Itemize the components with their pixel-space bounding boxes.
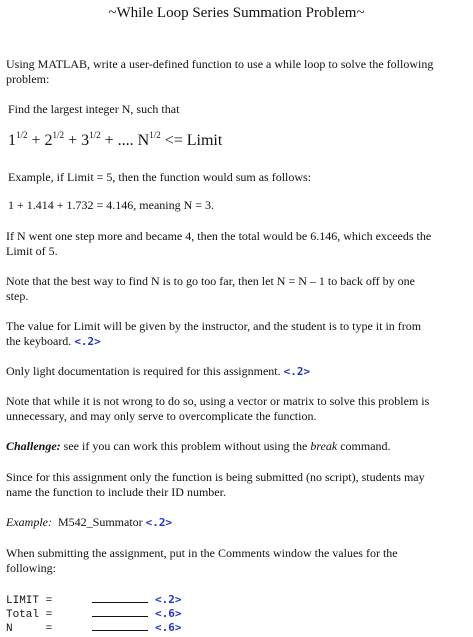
since-line-2: name the function to include their ID number. (6, 485, 226, 499)
intro-line-1: Using MATLAB, write a user-defined function to use a while loop to solve the following (6, 57, 434, 71)
function-name-example: Example: M542_Summator <.2> (6, 515, 173, 529)
field-row-total: Total = <.6> (6, 607, 182, 621)
answer-blank (92, 605, 148, 617)
field-row-n: N = <.6> (6, 621, 182, 635)
vector-note-line-2: unnecessary, and may only serve to overcomplicate the function. (6, 409, 317, 423)
since-line-1: Since for this assignment only the function is being submitted (no script), students may (6, 470, 425, 484)
limit-line-1: The value for Limit will be given by the instructor, and the student is to type it in from (6, 319, 422, 333)
submit-line-2: following: (6, 561, 56, 575)
example-line-1: Example, if Limit = 5, then the function would sum as follows: (8, 170, 312, 184)
field-row-limit: LIMIT = <.2> (6, 593, 182, 607)
points-badge: <.2> (145, 516, 173, 529)
intro-line-2: problem: (6, 72, 50, 86)
points-badge: <.6> (155, 607, 182, 620)
points-badge: <.6> (155, 621, 182, 634)
step-paragraph-line-2: Limit of 5. (6, 244, 58, 258)
challenge-label: Challenge: (6, 439, 61, 453)
page-title: ~While Loop Series Summation Problem~ (108, 5, 365, 21)
limit-line-2: the keyboard. <.2> (6, 334, 101, 348)
answer-blank (92, 619, 148, 631)
find-statement: Find the largest integer N, such that (8, 102, 180, 116)
step-paragraph-line-1: If N went one step more and became 4, then the total would be 6.146, which exceeds the (6, 229, 432, 243)
vector-note-line-1: Note that while it is not wrong to do so, using a vector or matrix to solve this problem is (6, 394, 430, 408)
points-badge: <.2> (74, 335, 101, 348)
best-way-line-2: step. (6, 289, 29, 303)
series-formula: $1^{1/2} + 2^{1/2} + 3^{1/2}$ + .... $N^{1/2}$ <= Limit (8, 130, 223, 149)
best-way-line-1: Note that the best way to find N is to go too far, then let N = N – 1 to back off by one (6, 274, 415, 288)
documentation-note: Only light documentation is required for this assignment. <.2> (6, 364, 311, 378)
example-line-2: 1 + 1.414 + 1.732 = 4.146, meaning N = 3. (8, 198, 215, 212)
challenge-line: Challenge: see if you can work this problem without using the break command. (6, 439, 391, 453)
answer-blank (92, 591, 148, 603)
points-badge: <.2> (155, 593, 182, 606)
submit-line-1: When submitting the assignment, put in the Comments window the values for the (6, 546, 398, 560)
points-badge: <.2> (283, 365, 311, 378)
